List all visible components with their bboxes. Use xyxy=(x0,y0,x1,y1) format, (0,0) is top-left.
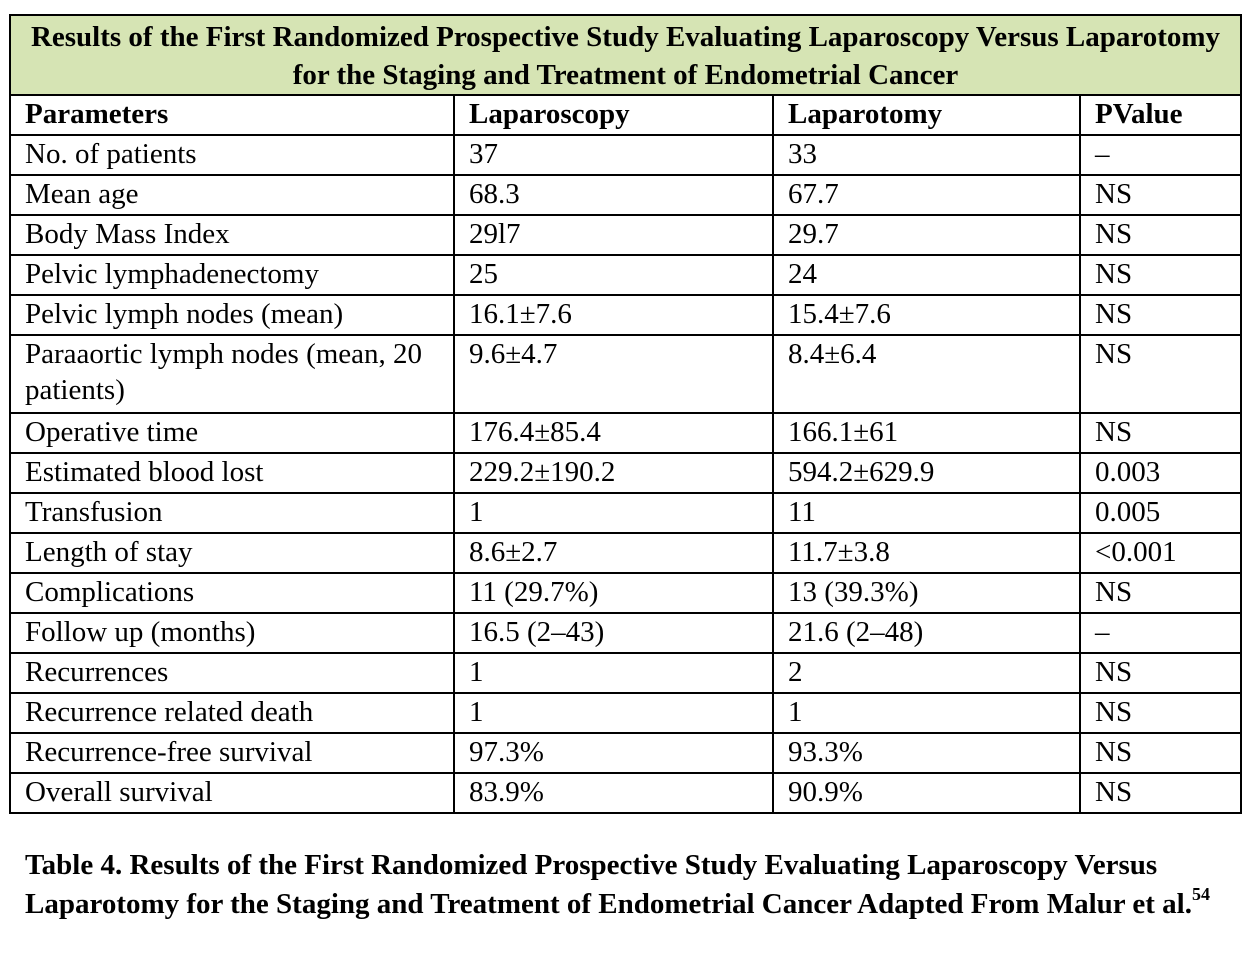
row-parameter: Paraaortic lymph nodes (mean, 20 patients) xyxy=(10,335,454,413)
header-parameters: Parameters xyxy=(10,95,454,135)
row-pvalue: NS xyxy=(1080,773,1241,813)
table-row xyxy=(10,175,1241,215)
row-laparoscopy: 97.3% xyxy=(454,733,773,773)
row-parameter: Recurrence related death xyxy=(10,693,454,733)
row-laparotomy: 21.6 (2–48) xyxy=(773,613,1080,653)
row-laparotomy: 11 xyxy=(773,493,1080,533)
row-laparoscopy: 83.9% xyxy=(454,773,773,813)
results-table xyxy=(9,14,1242,814)
table-row xyxy=(10,493,1241,533)
table-row xyxy=(10,733,1241,773)
row-pvalue: NS xyxy=(1080,573,1241,613)
row-laparotomy: 93.3% xyxy=(773,733,1080,773)
row-pvalue: – xyxy=(1080,135,1241,175)
row-laparoscopy: 1 xyxy=(454,653,773,693)
row-laparotomy: 29.7 xyxy=(773,215,1080,255)
row-laparotomy: 67.7 xyxy=(773,175,1080,215)
table-row xyxy=(10,573,1241,613)
row-pvalue: NS xyxy=(1080,413,1241,453)
table-row xyxy=(10,653,1241,693)
row-pvalue: NS xyxy=(1080,175,1241,215)
row-parameter: Recurrences xyxy=(10,653,454,693)
header-laparoscopy: Laparoscopy xyxy=(454,95,773,135)
row-laparoscopy: 1 xyxy=(454,493,773,533)
table-row xyxy=(10,335,1241,413)
row-laparoscopy: 16.5 (2–43) xyxy=(454,613,773,653)
row-parameter: Operative time xyxy=(10,413,454,453)
table-row xyxy=(10,413,1241,453)
table-title: Results of the First Randomized Prospective Study Evaluating Laparoscopy Versus Laparotomy for the Staging and Treatment of Endometrial Cancer xyxy=(10,15,1241,95)
row-parameter: Recurrence-free survival xyxy=(10,733,454,773)
row-pvalue: NS xyxy=(1080,653,1241,693)
results-table-container xyxy=(9,14,1240,814)
row-pvalue: – xyxy=(1080,613,1241,653)
row-pvalue: NS xyxy=(1080,733,1241,773)
row-parameter: Mean age xyxy=(10,175,454,215)
row-laparotomy: 166.1±61 xyxy=(773,413,1080,453)
caption-reference: 54 xyxy=(1191,884,1210,905)
table-row xyxy=(10,255,1241,295)
row-laparoscopy: 25 xyxy=(454,255,773,295)
row-laparotomy: 15.4±7.6 xyxy=(773,295,1080,335)
table-row xyxy=(10,613,1241,653)
table-caption xyxy=(25,846,1225,924)
row-laparoscopy: 68.3 xyxy=(454,175,773,215)
row-pvalue: NS xyxy=(1080,295,1241,335)
row-laparoscopy: 37 xyxy=(454,135,773,175)
caption-text: Table 4. Results of the First Randomized Prospective Study Evaluating Laparoscopy Versus Laparotomy for the Staging and Treatment of Endometrial Cancer Adapted From Malur et al. xyxy=(25,849,1192,920)
table-row xyxy=(10,135,1241,175)
row-parameter: Estimated blood lost xyxy=(10,453,454,493)
row-laparotomy: 90.9% xyxy=(773,773,1080,813)
row-laparotomy: 8.4±6.4 xyxy=(773,335,1080,413)
table-row xyxy=(10,693,1241,733)
row-laparotomy: 24 xyxy=(773,255,1080,295)
row-laparoscopy: 9.6±4.7 xyxy=(454,335,773,413)
row-laparoscopy: 1 xyxy=(454,693,773,733)
table-header-row xyxy=(10,95,1241,135)
table-title-row xyxy=(10,15,1241,95)
row-pvalue: NS xyxy=(1080,215,1241,255)
header-laparotomy: Laparotomy xyxy=(773,95,1080,135)
row-parameter: Overall survival xyxy=(10,773,454,813)
table-row xyxy=(10,215,1241,255)
row-pvalue: <0.001 xyxy=(1080,533,1241,573)
table-row xyxy=(10,453,1241,493)
row-parameter: No. of patients xyxy=(10,135,454,175)
row-parameter: Body Mass Index xyxy=(10,215,454,255)
row-pvalue: 0.005 xyxy=(1080,493,1241,533)
row-pvalue: 0.003 xyxy=(1080,453,1241,493)
row-laparoscopy: 11 (29.7%) xyxy=(454,573,773,613)
row-laparotomy: 594.2±629.9 xyxy=(773,453,1080,493)
row-parameter: Complications xyxy=(10,573,454,613)
row-laparotomy: 33 xyxy=(773,135,1080,175)
row-pvalue: NS xyxy=(1080,693,1241,733)
row-laparotomy: 11.7±3.8 xyxy=(773,533,1080,573)
row-laparoscopy: 16.1±7.6 xyxy=(454,295,773,335)
header-pvalue: PValue xyxy=(1080,95,1241,135)
row-parameter: Follow up (months) xyxy=(10,613,454,653)
table-row xyxy=(10,533,1241,573)
row-laparoscopy: 176.4±85.4 xyxy=(454,413,773,453)
row-parameter: Pelvic lymphadenectomy xyxy=(10,255,454,295)
row-laparoscopy: 29l7 xyxy=(454,215,773,255)
row-laparoscopy: 8.6±2.7 xyxy=(454,533,773,573)
row-pvalue: NS xyxy=(1080,335,1241,413)
table-row xyxy=(10,295,1241,335)
row-parameter: Length of stay xyxy=(10,533,454,573)
row-parameter: Transfusion xyxy=(10,493,454,533)
row-laparotomy: 13 (39.3%) xyxy=(773,573,1080,613)
row-laparoscopy: 229.2±190.2 xyxy=(454,453,773,493)
row-pvalue: NS xyxy=(1080,255,1241,295)
row-laparotomy: 1 xyxy=(773,693,1080,733)
row-laparotomy: 2 xyxy=(773,653,1080,693)
row-parameter: Pelvic lymph nodes (mean) xyxy=(10,295,454,335)
table-row xyxy=(10,773,1241,813)
